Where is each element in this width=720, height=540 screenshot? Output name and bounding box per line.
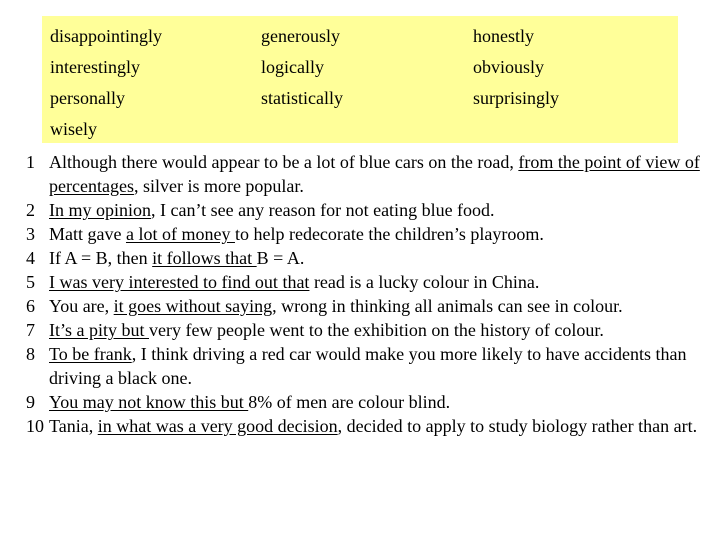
sentence-text: If A = B, then it follows that B = A. — [49, 248, 305, 268]
sentence-text: In my opinion, I can’t see any reason for not eating blue food. — [49, 200, 495, 220]
sentence-list — [26, 150, 716, 438]
underlined-phrase: it goes without saying — [113, 296, 273, 316]
underlined-phrase: I was very interested to find out that — [49, 272, 310, 292]
sentence-number: 10 — [26, 416, 49, 436]
sentence-text: Matt gave a lot of money to help redecorate the children’s playroom. — [49, 224, 544, 244]
sentence-number: 6 — [26, 296, 49, 316]
underlined-phrase: In my opinion — [49, 200, 151, 220]
word-box — [42, 16, 678, 143]
sentence-1 — [26, 150, 716, 198]
sentence-text: Although there would appear to be a lot of blue cars on the road, from the point of view of percentages, silver is more popular. — [49, 152, 700, 196]
sentence-3 — [26, 222, 716, 246]
sentence-number: 7 — [26, 320, 49, 340]
underlined-phrase: a lot of money — [125, 224, 235, 244]
sentence-number: 1 — [26, 152, 40, 172]
sentence-text: Tania, in what was a very good decision, decided to apply to study biology rather than art. — [49, 416, 698, 436]
word-logically: logically — [261, 57, 324, 77]
word-surprisingly: surprisingly — [473, 88, 560, 108]
underlined-phrase: You may not know this but — [49, 392, 249, 412]
sentence-10 — [26, 414, 716, 438]
sentence-text: You are, it goes without saying, wrong in thinking all animals can see in colour. — [49, 296, 623, 316]
word-statistically: statistically — [261, 88, 343, 108]
word-honestly: honestly — [473, 26, 534, 46]
word-wisely: wisely — [50, 119, 97, 139]
sentence-7 — [26, 318, 716, 342]
underlined-phrase: it follows that — [152, 248, 257, 268]
sentence-5 — [26, 270, 716, 294]
sentence-text: It’s a pity but very few people went to the exhibition on the history of colour. — [49, 320, 604, 340]
sentence-number: 3 — [26, 224, 49, 244]
underlined-phrase: in what was a very good decision — [97, 416, 338, 436]
sentence-text: You may not know this but 8% of men are colour blind. — [49, 392, 451, 412]
sentence-number: 2 — [26, 200, 49, 220]
sentence-6 — [26, 294, 716, 318]
sentence-9 — [26, 390, 716, 414]
sentence-number: 9 — [26, 392, 49, 412]
sentence-text: To be frank, I think driving a red car would make you more likely to have accidents than driving a black one. — [49, 344, 687, 388]
underlined-phrase: from the point of view of percentages — [49, 152, 700, 196]
sentence-4 — [26, 246, 716, 270]
sentence-number: 4 — [26, 248, 49, 268]
sentence-text: I was very interested to find out that read is a lucky colour in China. — [49, 272, 540, 292]
underlined-phrase: To be frank — [49, 344, 132, 364]
sentence-2 — [26, 198, 716, 222]
word-generously: generously — [261, 26, 340, 46]
sentence-number: 5 — [26, 272, 49, 292]
word-disappointingly: disappointingly — [50, 26, 162, 46]
sentence-8 — [26, 342, 716, 390]
word-obviously: obviously — [473, 57, 545, 77]
sentence-number: 8 — [26, 344, 49, 364]
word-interestingly: interestingly — [50, 57, 140, 77]
underlined-phrase: It’s a pity but — [49, 320, 149, 340]
word-personally: personally — [50, 88, 125, 108]
